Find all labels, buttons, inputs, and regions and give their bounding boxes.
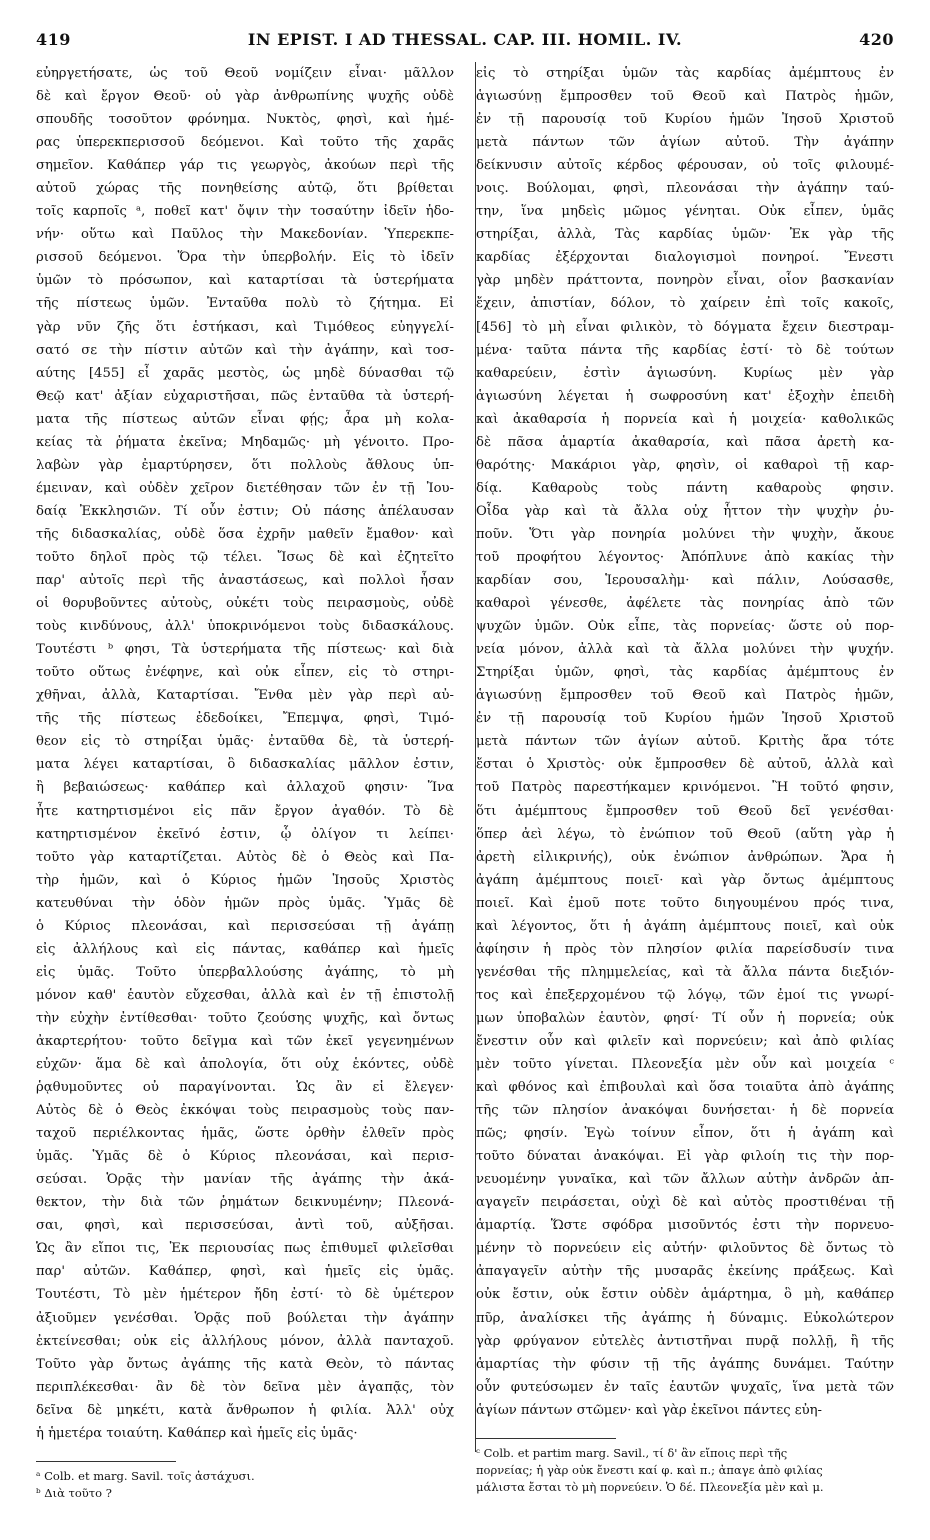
text-line: εἰς ἀλλήλους καὶ εἰς πάντας, καθάπερ καὶ ἡμεῖς bbox=[36, 941, 454, 957]
text-line: εἰς ὑμᾶς. Τοῦτο ὑπερβαλλούσης ἀγάπης, τὸ μὴ bbox=[36, 964, 454, 980]
text-line: ματα λέγει καταρτίσαι, ὃ διδασκαλίας μᾶλλον ἐστιν, bbox=[36, 757, 454, 773]
right-column bbox=[476, 62, 894, 1502]
text-line: έμειναν, καὶ οὐδὲν χεῖρον διετέθησαν τῶν ἐν τῇ Ἰου- bbox=[36, 480, 454, 496]
text-line: τῆς πίστεως ὑμῶν. Ἐνταῦθα πολὺ τὸ ζήτημα. Εἰ bbox=[36, 296, 454, 312]
text-line: ὑμῶν τὸ πρόσωπον, καὶ καταρτίσαι τὰ ὑστερήματα bbox=[36, 273, 454, 289]
text-line: ἁγίων πάντων στῶμεν· καὶ γὰρ ἐκεῖνοι πάντες εὐη- bbox=[476, 1402, 823, 1418]
text-line: ὅπερ ἀεὶ λέγω, τὸ ἐνώπιον τοῦ Θεοῦ (αὕτη γὰρ ἡ bbox=[476, 826, 894, 842]
footnote-line: πορνείας; ἡ γὰρ οὐκ ἔνεστι καί φ. καὶ π.; ἀπαγε ἀπὸ φιλίας bbox=[476, 1462, 823, 1477]
text-line: τὴν εὐχὴν ἐντίθεσθαι· τοῦτο ζεούσης ψυχῆς, καὶ ὄντως bbox=[36, 1010, 454, 1026]
text-line: ἡ ἡμετέρα τοιαύτη. Καθάπερ καὶ ἡμεῖς εἰς ὑμᾶς· bbox=[36, 1425, 358, 1441]
left-column bbox=[36, 62, 454, 1502]
text-line: καρδίαν σου, Ἱερουσαλὴμ· καὶ πάλιν, Λούσασθε, bbox=[476, 573, 894, 589]
text-line: ἀφίησιν ἡ πρὸς τὸν πλησίον φιλία παρείσδυσίν τινα bbox=[476, 941, 894, 957]
text-line: κείας τὰ ῥήματα ἐκεῖνα; Μηδαμῶς· μὴ γένοιτο. Προ- bbox=[36, 434, 454, 450]
text-line: καὶ ἀκαθαρσία ἡ πορνεία καὶ ἡ μοιχεία· καθολικῶς bbox=[476, 411, 894, 427]
text-line: ἔνεστιν οὖν καὶ φιλεῖν καὶ πορνεύειν; καὶ ἀπὸ φιλίας bbox=[476, 1033, 894, 1049]
text-line: ἀκαρτερήτου· τοῦτο δεῖγμα καὶ τῶν ἐκεῖ γεγενημένων bbox=[36, 1033, 454, 1049]
text-line: τοῦτο δύναται ἀνακόψαι. Εἰ γὰρ φιλοίη τις τὴν πορ- bbox=[476, 1149, 894, 1165]
text-line: κατευθύναι τὴν ὁδὸν ἡμῶν πρὸς ὑμᾶς. Ὑμᾶς δὲ bbox=[36, 895, 454, 911]
text-line: ῥᾳθυμοῦντες οὐ παραγίνονται. Ὡς ἂν εἰ ἔλεγεν· bbox=[36, 1080, 454, 1096]
text-line: ἁγιωσύνῃ ἔμπροσθεν τοῦ Θεοῦ καὶ Πατρὸς ἡμῶν, bbox=[476, 688, 894, 704]
text-line: τοῦτο γὰρ καταρτίζεται. Αὐτὸς δὲ ὁ Θεὸς καὶ Πα- bbox=[36, 849, 454, 865]
text-line: παρ' αὐτῶν. Καθάπερ, φησὶ, καὶ ἡμεῖς εἰς ὑμᾶς. bbox=[36, 1264, 454, 1280]
text-line: δίᾳ. Καθαροὺς τοὺς πάντη καθαροὺς φησιν. bbox=[476, 480, 894, 496]
text-line: περιπλέκεσθαι· ἂν δὲ τὸν δεῖνα μὲν ἀγαπᾷς, τὸν bbox=[36, 1379, 454, 1395]
text-line: καθαροὶ γένεσθε, ἀφέλετε τὰς πονηρίας ἀπὸ τῶν bbox=[476, 596, 894, 612]
text-line: ματα τῆς πίστεως αὐτῶν εἶναι φῄς; ἆρα μὴ κολα- bbox=[36, 411, 454, 427]
text-line: γὰρ μηδὲν πράττοντα, πονηρὸν εἶναι, οἷον βασκανίαν bbox=[476, 273, 894, 289]
text-line: δαίᾳ Ἐκκλησιῶν. Τί οὖν ἐστιν; Οὐ πάσης ἀπέλαυσαν bbox=[36, 503, 454, 519]
text-line: στηρίξαι, ἀλλὰ, Τὰς καρδίας ὑμῶν· Ἐκ γὰρ τῆς bbox=[476, 227, 894, 243]
text-line: πῦρ, ἀναλίσκει τῆς ἀγάπης ἡ δύναμις. Εὐκολώτερον bbox=[476, 1310, 894, 1326]
text-line: γὰρ νῦν ζῆς ὅτι ἑστήκασι, καὶ Τιμόθεος εὐηγγελί- bbox=[36, 319, 454, 335]
text-line: τος καὶ ἐπεξερχομένου τῷ λόγῳ, τῶν ἐμοί τις γνωρί- bbox=[476, 987, 894, 1003]
text-line: μένα· ταῦτα πάντα τῆς καρδίας ἐστί· τὸ δὲ τούτων bbox=[476, 342, 894, 358]
text-line: μετὰ πάντων τῶν ἁγίων αὐτοῦ. Τὴν ἀγάπην bbox=[476, 135, 894, 151]
text-line: ὑμᾶς. Ὑμᾶς δὲ ὁ Κύριος πλεονάσαι, καὶ περισ- bbox=[36, 1149, 454, 1165]
text-line: οὐκ ἔστιν, οὐκ ἔστιν οὐδὲν ἁμάρτημα, ὃ μὴ, καθάπερ bbox=[476, 1287, 894, 1303]
text-line: δὲ πᾶσα ἁμαρτία ἀκαθαρσία, καὶ πᾶσα ἀρετὴ κα- bbox=[476, 434, 894, 450]
text-line: οὖν φυτεύσωμεν ἐν ταῖς ἑαυτῶν ψυχαῖς, ἵνα μετὰ τῶν bbox=[476, 1379, 894, 1395]
text-line: νήν· οὕτω καὶ Παῦλος τὴν Μακεδονίαν. Ὑπερεκπε- bbox=[36, 227, 454, 243]
text-line: ψυχῶν ὑμῶν. Οὐκ εἶπε, τὰς πορνείας· ὥστε οὐ πορ- bbox=[476, 619, 894, 635]
text-line: τὴρ ἡμῶν, καὶ ὁ Κύριος ἡμῶν Ἰησοῦς Χριστὸς bbox=[36, 872, 454, 888]
text-line: γενέσθαι τῆς πλημμελείας, καὶ τὰ ἄλλα πάντα διεξιόν- bbox=[476, 964, 894, 980]
text-line: Ὡς ἂν εἴποι τις, Ἐκ περιουσίας πως ἐπιθυμεῖ φιλεῖσθαι bbox=[36, 1241, 454, 1257]
text-line: πῶς; φησίν. Ἐγὼ τοίνυν εἶπον, ὅτι ἡ ἀγάπη καὶ bbox=[476, 1126, 894, 1142]
text-line: ἐν τῇ παρουσίᾳ τοῦ Κυρίου ἡμῶν Ἰησοῦ Χριστοῦ bbox=[476, 711, 894, 727]
text-line: θεον εἰς τὸ στηρίξαι ὑμᾶς· ἐνταῦθα δὲ, τὰ ὑστερή- bbox=[36, 734, 454, 750]
footnote-rule-left bbox=[36, 1461, 176, 1462]
text-line: καρδίας ἐξέρχονται διαλογισμοὶ πονηροί. Ἔνεστι bbox=[476, 250, 894, 266]
text-line: θαρότης· Μακάριοι γὰρ, φησὶν, οἱ καθαροὶ τῇ καρ- bbox=[476, 457, 894, 473]
text-line: μετὰ πάντων τῶν ἁγίων αὐτοῦ. Κριτὴς ἄρα τότε bbox=[476, 734, 894, 750]
text-line: σατό σε τὴν πίστιν αὐτῶν καὶ τὴν ἀγάπην, καὶ τοσ- bbox=[36, 342, 454, 358]
running-header bbox=[36, 30, 894, 58]
text-line: τοῦ Πατρὸς παρεστήκαμεν κρινόμενοι. Ἢ τοῦτό φησιν, bbox=[476, 780, 894, 796]
text-line: θεκτον, τὴν διὰ τῶν ῥημάτων δεικνυμένην; Πλεονά- bbox=[36, 1195, 454, 1211]
text-line: εὐηργετήσατε, ὡς τοῦ Θεοῦ νομίζειν εἶναι· μᾶλλον bbox=[36, 66, 454, 81]
text-line: δείκνυσιν αὐτοῖς κέρδος φέρουσαν, οὐ τοῖς φιλουμέ- bbox=[476, 158, 894, 174]
text-line: Τοῦτο γὰρ ὄντως ἀγάπης τῆς κατὰ Θεὸν, τὸ πάντας bbox=[36, 1356, 454, 1372]
text-line: ἀπαγαγεῖν αὐτὴν τῆς μυσαρᾶς ἐκείνης πράξεως. Καὶ bbox=[476, 1264, 894, 1280]
text-line: τοῦτο δηλοῖ πρὸς τῷ τέλει. Ἴσως δὲ καὶ ἐζητεῖτο bbox=[36, 549, 454, 565]
text-line: Οἶδα γὰρ καὶ τὰ ἄλλα οὐχ ἧττον τὴν ψυχὴν ῥυ- bbox=[476, 503, 894, 519]
footnotes-left bbox=[36, 1468, 454, 1502]
text-line: ἁγιωσύνη λέγεται ἡ σωφροσύνη κατ' ἐξοχὴν ἐπειδὴ bbox=[476, 388, 894, 404]
left-column-body bbox=[36, 62, 454, 1445]
text-line: ἀγάπη ἀμέμπτους ποιεῖ· καὶ γὰρ ὄντως ἀμέμπτους bbox=[476, 872, 894, 888]
text-line: Στηρίξαι ὑμῶν, φησὶ, τὰς καρδίας ἀμέμπτους ἐν bbox=[476, 665, 894, 681]
text-line: μένην τὸ πορνεύειν εἰς αὐτήν· φιλοῦντος δὲ ὄντως τὸ bbox=[476, 1241, 894, 1257]
text-line: δεῖνα δὲ μηκέτι, κατὰ ἄνθρωπον ἡ φιλία. Ἀλλ' οὐχ bbox=[36, 1402, 454, 1418]
text-line: οἱ θορυβοῦντες αὐτοὺς, οὐκέτι τοὺς πειρασμοὺς, οὐδὲ bbox=[36, 596, 454, 612]
text-line: τοῦ προφήτου λέγοντος· Ἀπόπλυνε ἀπὸ κακίας τὴν bbox=[476, 549, 894, 565]
text-line: ἁμαρτίᾳ. Ὥστε σφόδρα μισοῦντός ἐστι τὴν πορνευο- bbox=[476, 1218, 894, 1234]
text-line: ρισσοῦ δεόμενοι. Ὅρα τὴν ὑπερβολήν. Εἰς τὸ ἰδεῖν bbox=[36, 250, 454, 266]
text-line: ἀρετὴ εἰλικρινής), οὐκ ἐνώπιον ἀνθρώπων. Ἄρα ἡ bbox=[476, 849, 894, 865]
text-line: ἦτε κατηρτισμένοι εἰς πᾶν ἔργον ἀγαθόν. Τὸ δὲ bbox=[36, 803, 454, 819]
text-line: την, ἵνα μηδεὶς μῶμος γένηται. Οὐκ εἶπεν, ὑμᾶς bbox=[476, 204, 894, 220]
text-line: καὶ φθόνος καὶ ἐπιβουλαὶ καὶ ὅσα τοιαῦτα ἀπὸ ἀγάπης bbox=[476, 1080, 894, 1096]
text-line: νοις. Βούλομαι, φησὶ, πλεονάσαι τὴν ἀγάπην ταύ- bbox=[476, 181, 894, 197]
text-line: λαβὼν γὰρ ἐμαρτύρησεν, ὅτι πολλοὺς ἄθλους ὑπ- bbox=[36, 457, 454, 473]
text-line: εὐχῶν· ἅμα δὲ καὶ ἀπολογία, ὅτι οὐχ ἑκόντες, οὐδὲ bbox=[36, 1057, 454, 1073]
text-line: αύτης [455] εἶ χαρᾶς μεστὸς, ὡς μηδὲ δύνασθαι τῷ bbox=[36, 365, 454, 381]
page-number-right: 420 bbox=[859, 30, 894, 49]
text-line: τοῦτο οὕτως ἐνέφηνε, καὶ οὐκ εἶπεν, εἰς τὸ στηρι- bbox=[36, 665, 454, 681]
text-line: ἢ βεβαιώσεως· καθάπερ καὶ ἀλλαχοῦ φησιν· Ἵνα bbox=[36, 780, 454, 796]
text-line: σεύσαι. Ὁρᾷς τὴν μανίαν τῆς ἀγάπης τὴν ἀκά- bbox=[36, 1172, 454, 1188]
text-line: Τουτέστι, Τὸ μὲν ἡμέτερον ἤδη ἐστί· τὸ δὲ ὑμέτερον bbox=[36, 1287, 454, 1303]
text-line: ἐν τῇ παρουσίᾳ τοῦ Κυρίου ἡμῶν Ἰησοῦ Χριστοῦ bbox=[476, 112, 894, 128]
running-title: IN EPIST. I AD THESSAL. CAP. III. HOMIL. IV. bbox=[247, 30, 683, 49]
text-line: ὁ Κύριος πλεονάσαι, καὶ περισσεύσαι τῇ ἀγάπῃ bbox=[36, 918, 454, 934]
text-line: ἔχειν, ἀπιστίαν, δόλον, τὸ χαίρειν ἐπὶ τοῖς κακοῖς, bbox=[476, 296, 894, 312]
text-line: ἁγιωσύνῃ ἔμπροσθεν τοῦ Θεοῦ καὶ Πατρὸς ἡμῶν, bbox=[476, 89, 894, 105]
footnote-line: μάλιστα ἔσται τὸ μὴ πορνεύειν. Ὁ δέ. Πλεονεξία μὲν καὶ μ. bbox=[476, 1479, 824, 1494]
text-line: μων ὑποβαλὼν ἑαυτὸν, φησί· Τί οὖν ἡ πορνεία; οὐκ bbox=[476, 1010, 894, 1026]
right-column-body bbox=[476, 62, 894, 1422]
text-line: παρ' αὐτοῖς περὶ τῆς ἀναστάσεως, καὶ πολλοὶ ἦσαν bbox=[36, 573, 454, 589]
text-line: ἁμαρτίας τὴν φύσιν τῇ τῆς ἀγάπης δυνάμει. Ταύτην bbox=[476, 1356, 894, 1372]
text-line: ἀξιοῦμεν γενέσθαι. Ὁρᾷς ποῦ βούλεται τὴν ἀγάπην bbox=[36, 1310, 454, 1326]
text-line: καὶ λέγοντος, ὅτι ἡ ἀγάπη ἀμέμπτους ποιεῖ, καὶ οὐκ bbox=[476, 918, 894, 934]
footnote-rule-right bbox=[476, 1438, 616, 1439]
footnote-line: ᶜ Colb. et partim marg. Savil., τί δ' ἂν εἴποις περὶ τῆς bbox=[476, 1445, 788, 1460]
text-line: ὅτι ἀμέμπτους ἔμπροσθεν τοῦ Θεοῦ δεῖ γενέσθαι· bbox=[476, 803, 894, 819]
text-line: γὰρ φρύγανον εὐτελὲς ἀντιστῆναι πυρᾷ πολλῇ, ἢ τῆς bbox=[476, 1333, 894, 1349]
text-columns bbox=[36, 62, 894, 1502]
text-line: ποιεῖ. Καὶ ἐμοῦ ποτε τοῦτο διηγουμένου πρός τινα, bbox=[476, 895, 894, 911]
text-line: αὐτοῦ χώρας τῆς πονηθείσης αὐτῷ, ὅτι βρίθεται bbox=[36, 181, 454, 197]
text-line: χθῆναι, ἀλλὰ, Καταρτίσαι. Ἔνθα μὲν γὰρ περὶ αὐ- bbox=[36, 688, 454, 704]
text-line: νεία μόνον, ἀλλὰ καὶ τὰ ἄλλα μολύνει τὴν ψυχήν. bbox=[476, 642, 894, 658]
text-line: καθαρεύειν, ἐστὶν ἁγιωσύνη. Κυρίως μὲν γὰρ bbox=[476, 365, 894, 381]
text-line: δὲ καὶ ἔργον Θεοῦ· οὐ γὰρ ἀνθρωπίνης ψυχῆς οὐδὲ bbox=[36, 89, 454, 105]
text-line: ρας ὑπερεκπερισσοῦ δεόμενοι. Καὶ τοῦτο τῆς χαρᾶς bbox=[36, 135, 454, 151]
text-line: μὲν τοῦτο γίνεται. Πλεονεξία μὲν οὖν καὶ μοιχεία ᶜ bbox=[476, 1057, 894, 1073]
text-line: Αὐτὸς δὲ ὁ Θεὸς ἐκκόψαι τοὺς πειρασμοὺς τοὺς παν- bbox=[36, 1103, 454, 1119]
text-line: τῆς τῶν πλησίον ἀνακόψαι δυνήσεται· ἡ δὲ πορνεία bbox=[476, 1103, 894, 1119]
text-line: τῆς τῆς πίστεως ἐδεδοίκει, Ἔπεμψα, φησὶ, Τιμό- bbox=[36, 711, 454, 727]
text-line: Θεῷ κατ' ἀξίαν εὐχαριστῆσαι, πῶς ἐνταῦθα τὰ ὑστερή- bbox=[36, 388, 454, 404]
text-line: τοῖς καρποῖς ᵃ, ποθεῖ κατ' ὄψιν τὴν τοσαύτην ἰδεῖν ἡδο- bbox=[36, 204, 454, 220]
footnote-line: ᵃ Colb. et marg. Savil. τοῖς ἀστάχυσι. bbox=[36, 1468, 255, 1483]
text-line: μόνον καθ' ἑαυτὸν εὔχεσθαι, ἀλλὰ καὶ ἐν τῇ ἐπιστολῇ bbox=[36, 987, 454, 1003]
footnote-line: ᵇ Διὰ τοῦτο ? bbox=[36, 1485, 112, 1500]
text-line: κατηρτισμένον ἐκεῖνό ἐστιν, ᾧ ὀλίγον τι λείπει· bbox=[36, 826, 454, 842]
text-line: τοὺς κινδύνους, ἀλλ' ὑποκρινόμενοι τοὺς διδασκάλους. bbox=[36, 619, 454, 635]
text-line: ἔσται ὁ Χριστὸς· οὐκ ἔμπροσθεν δὲ αὐτοῦ, ἀλλὰ καὶ bbox=[476, 757, 894, 773]
text-line: αγαγεῖν πειράσεται, οὐχὶ δὲ καὶ αὐτὸς προστιθέναι τῇ bbox=[476, 1195, 894, 1211]
text-line: εἰς τὸ στηρίξαι ὑμῶν τὰς καρδίας ἀμέμπτους ἐν bbox=[476, 66, 894, 81]
footnotes-right bbox=[476, 1445, 894, 1496]
text-line: Τουτέστι ᵇ φησι, Τὰ ὑστερήματα τῆς πίστεως· καὶ διὰ bbox=[36, 642, 454, 658]
text-line: ταχοῦ περιέλκοντας ἡμᾶς, ὥστε ὀρθὴν ἐλθεῖν πρὸς bbox=[36, 1126, 454, 1142]
text-line: σαι, φησὶ, καὶ περισσεύσαι, ἀντὶ τοῦ, αὐξῆσαι. bbox=[36, 1218, 454, 1234]
text-line: τῆς διδασκαλίας, οὐδὲ ὅσα ἐχρῆν μαθεῖν ἔμαθον· καὶ bbox=[36, 526, 454, 542]
text-line: σπουδῆς τοσοῦτον φρόνημα. Νυκτὸς, φησὶ, καὶ ἡμέ- bbox=[36, 112, 454, 128]
text-line: ποῦν. Ὅτι γὰρ πονηρία μολύνει τὴν ψυχὴν, ἄκουε bbox=[476, 526, 894, 542]
page-number-left: 419 bbox=[36, 30, 71, 49]
text-line: νευομένην γυναῖκα, καὶ τῶν ἄλλων αὐτὴν ἀνδρῶν ἀπ- bbox=[476, 1172, 894, 1188]
text-line: ἐκτείνεσθαι; οὐκ εἰς ἀλλήλους μόνον, ἀλλὰ πανταχοῦ. bbox=[36, 1333, 454, 1349]
text-line: σημεῖον. Καθάπερ γάρ τις γεωργὸς, ἀκούων περὶ τῆς bbox=[36, 158, 454, 174]
text-line: [456] τὸ μὴ εἶναι φιλικὸν, τὸ δόγματα ἔχειν διεστραμ- bbox=[476, 319, 894, 335]
